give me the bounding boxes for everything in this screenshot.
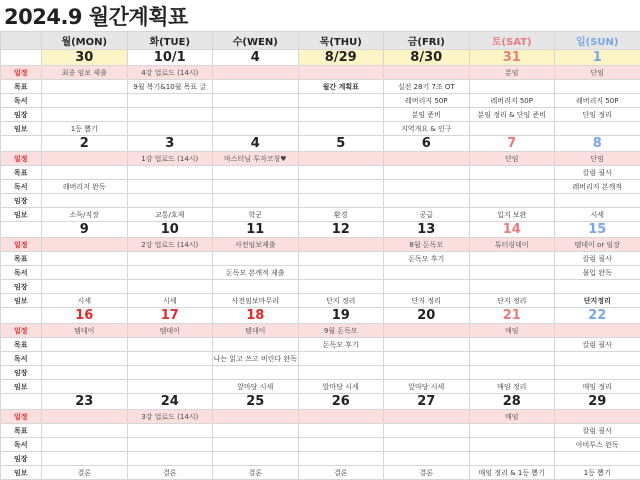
cell-goal[interactable]: 칼럼 필사 — [555, 338, 640, 352]
cell-schedule[interactable] — [555, 324, 640, 338]
cell-diary[interactable] — [213, 122, 299, 136]
cell-writing[interactable] — [213, 366, 299, 380]
week-4-date-row — [1, 308, 640, 324]
week-5-schedule-row — [1, 410, 640, 424]
week-1-report-row — [1, 122, 640, 136]
row-label-reading: 독서 — [1, 438, 42, 452]
cell-diary[interactable]: 결론 — [42, 466, 128, 480]
day-header-mon: 월(MON) — [42, 32, 128, 50]
date-number: 14 — [469, 222, 555, 238]
cell-writing[interactable] — [298, 280, 384, 294]
cell-diary[interactable]: 결론 — [127, 466, 213, 480]
row-label-writing: 임장 — [1, 452, 42, 466]
cell-goal[interactable] — [213, 166, 299, 180]
date-number: 8/29 — [298, 50, 384, 66]
week-1-goal-row — [1, 80, 640, 94]
cell-schedule[interactable]: 9월 돈독모 — [298, 324, 384, 338]
cell-reading[interactable] — [384, 266, 470, 280]
row-label-goal: 목표 — [1, 80, 42, 94]
cell-goal[interactable] — [42, 166, 128, 180]
date-number: 30 — [42, 50, 128, 66]
cell-schedule[interactable]: 최종 임보 제출 — [42, 66, 128, 80]
cell-schedule[interactable]: 2강 업로드 (14시) — [127, 238, 213, 252]
cell-diary[interactable] — [298, 122, 384, 136]
cell-goal[interactable]: 돈독모 후기 — [384, 252, 470, 266]
cell-diary[interactable]: 앞마당 시세 — [384, 380, 470, 394]
cell-schedule[interactable]: 사전임보제출 — [213, 238, 299, 252]
date-number: 4 — [213, 136, 299, 152]
cell-schedule[interactable]: 8월 돈독모 — [384, 238, 470, 252]
cell-reading[interactable] — [42, 266, 128, 280]
cell-schedule[interactable]: 1강 업로드 (14시) — [127, 152, 213, 166]
cell-goal[interactable] — [298, 166, 384, 180]
cell-reading[interactable] — [555, 352, 640, 366]
date-number: 26 — [298, 394, 384, 410]
cell-writing[interactable] — [469, 452, 555, 466]
row-label-reading: 독서 — [1, 94, 42, 108]
week-4-schedule-row — [1, 324, 640, 338]
week-2-date-row — [1, 136, 640, 152]
week-2-schedule-row — [1, 152, 640, 166]
row-label-schedule: 일정 — [1, 410, 42, 424]
cell-schedule[interactable]: 마스터님 투자코칭♥ — [213, 152, 299, 166]
date-number: 4 — [213, 50, 299, 66]
cell-reading[interactable] — [469, 438, 555, 452]
cell-diary[interactable]: 사전임보마무리 — [213, 294, 299, 308]
cell-diary[interactable]: 단지 정리 — [384, 294, 470, 308]
date-number: 29 — [555, 394, 640, 410]
date-number: 13 — [384, 222, 470, 238]
title-bar — [0, 0, 640, 31]
week-2-goal-row — [1, 166, 640, 180]
date-row-label — [1, 222, 42, 238]
cell-reading[interactable] — [42, 94, 128, 108]
cell-reading[interactable] — [127, 180, 213, 194]
cell-schedule[interactable] — [298, 152, 384, 166]
cell-goal[interactable]: 9월 복기&10월 목표 글 — [127, 80, 213, 94]
cell-schedule[interactable]: 튜터링데이 — [469, 238, 555, 252]
cell-writing[interactable] — [127, 280, 213, 294]
cell-writing[interactable] — [127, 452, 213, 466]
cell-reading[interactable] — [127, 352, 213, 366]
cell-writing[interactable] — [42, 108, 128, 122]
cell-schedule[interactable] — [42, 238, 128, 252]
cell-goal[interactable] — [42, 252, 128, 266]
cell-schedule[interactable]: 3강 업로드 (14시) — [127, 410, 213, 424]
row-label-goal: 목표 — [1, 338, 42, 352]
cell-diary[interactable]: 결론 — [298, 466, 384, 480]
cell-reading[interactable]: 아비투스 완독 — [555, 438, 640, 452]
cell-reading[interactable] — [127, 94, 213, 108]
cell-writing[interactable] — [127, 366, 213, 380]
row-label-writing: 임장 — [1, 108, 42, 122]
date-number: 31 — [469, 50, 555, 66]
week-1-field-trip-row — [1, 108, 640, 122]
cell-diary[interactable]: 시세 — [42, 294, 128, 308]
row-label-diary: 임보 — [1, 380, 42, 394]
cell-goal[interactable] — [42, 424, 128, 438]
cell-reading[interactable]: 물입 완독 — [555, 266, 640, 280]
cell-schedule[interactable]: 분임 — [469, 66, 555, 80]
cell-writing[interactable] — [298, 452, 384, 466]
day-header-row — [1, 32, 640, 50]
cell-goal[interactable]: 돈독모 후기 — [298, 338, 384, 352]
row-label-reading: 독서 — [1, 266, 42, 280]
cell-writing[interactable] — [298, 366, 384, 380]
cell-goal[interactable] — [127, 252, 213, 266]
cell-goal[interactable] — [298, 252, 384, 266]
cell-reading[interactable]: 나는 읽고 쓰고 버린다 완독 — [213, 352, 299, 366]
cell-diary[interactable]: 공급 — [384, 208, 470, 222]
week-3-report-row — [1, 294, 640, 308]
date-row-label — [1, 50, 42, 66]
cell-reading[interactable] — [469, 180, 555, 194]
cell-schedule[interactable] — [42, 410, 128, 424]
cell-reading[interactable] — [42, 438, 128, 452]
date-number: 7 — [469, 136, 555, 152]
date-number: 9 — [42, 222, 128, 238]
cell-diary[interactable]: 앞마당 시세 — [213, 380, 299, 394]
cell-writing[interactable] — [384, 194, 470, 208]
cell-reading[interactable] — [42, 352, 128, 366]
day-header-sat: 토(SAT) — [469, 32, 555, 50]
cell-writing[interactable] — [213, 280, 299, 294]
cell-reading[interactable] — [213, 94, 299, 108]
cell-reading[interactable] — [298, 180, 384, 194]
row-label-schedule: 일정 — [1, 238, 42, 252]
cell-schedule[interactable] — [213, 66, 299, 80]
week-4-goal-row — [1, 338, 640, 352]
cell-schedule[interactable]: 템데이 — [213, 324, 299, 338]
cell-goal[interactable] — [127, 424, 213, 438]
cell-diary[interactable]: 환경 — [298, 208, 384, 222]
week-1-reading-row — [1, 94, 640, 108]
row-label-writing: 임장 — [1, 366, 42, 380]
cell-reading[interactable] — [127, 438, 213, 452]
week-1-schedule-row — [1, 66, 640, 80]
cell-writing[interactable]: 분임 준비 — [384, 108, 470, 122]
day-header-sun: 일(SUN) — [555, 32, 640, 50]
cell-schedule[interactable] — [384, 410, 470, 424]
cell-writing[interactable] — [298, 194, 384, 208]
cell-writing[interactable] — [555, 452, 640, 466]
cell-reading[interactable] — [213, 438, 299, 452]
cell-writing[interactable] — [213, 194, 299, 208]
week-5-report-row — [1, 466, 640, 480]
row-label-goal: 목표 — [1, 252, 42, 266]
cell-goal[interactable] — [469, 424, 555, 438]
cell-goal[interactable]: 칼럼 필사 — [555, 166, 640, 180]
cell-schedule[interactable] — [384, 66, 470, 80]
date-number: 11 — [213, 222, 299, 238]
cell-schedule[interactable] — [555, 410, 640, 424]
cell-schedule[interactable] — [384, 152, 470, 166]
cell-reading[interactable]: 돈독모 본깨적 제출 — [213, 266, 299, 280]
cell-reading[interactable] — [384, 438, 470, 452]
cell-writing[interactable] — [555, 366, 640, 380]
cell-diary[interactable] — [555, 122, 640, 136]
cell-writing[interactable] — [298, 108, 384, 122]
row-label-schedule: 일정 — [1, 152, 42, 166]
cell-writing[interactable] — [213, 452, 299, 466]
row-label-diary: 임보 — [1, 466, 42, 480]
cell-goal[interactable] — [42, 338, 128, 352]
week-5-goal-row — [1, 424, 640, 438]
cell-goal[interactable] — [469, 252, 555, 266]
week-5-date-row — [1, 394, 640, 410]
date-number: 2 — [42, 136, 128, 152]
cell-writing[interactable] — [555, 194, 640, 208]
week-2-field-trip-row — [1, 194, 640, 208]
cell-schedule[interactable]: 매임 — [469, 324, 555, 338]
date-number: 16 — [42, 308, 128, 324]
date-row-label — [1, 394, 42, 410]
cell-goal[interactable] — [42, 80, 128, 94]
cell-writing[interactable]: 단임 정리 — [555, 108, 640, 122]
cell-writing[interactable] — [384, 452, 470, 466]
cell-reading[interactable]: 레버리지 50P — [384, 94, 470, 108]
cell-diary[interactable]: 단지 정리 — [298, 294, 384, 308]
week-5-reading-row — [1, 438, 640, 452]
cell-writing[interactable] — [469, 366, 555, 380]
week-3-field-trip-row — [1, 280, 640, 294]
cell-schedule[interactable]: 단임 — [555, 66, 640, 80]
day-header-thu: 목(THU) — [298, 32, 384, 50]
row-label-schedule: 일정 — [1, 66, 42, 80]
date-number: 15 — [555, 222, 640, 238]
cell-schedule[interactable]: 템데이 — [127, 324, 213, 338]
date-number: 17 — [127, 308, 213, 324]
row-label-goal: 목표 — [1, 166, 42, 180]
cell-writing[interactable] — [42, 452, 128, 466]
cell-diary[interactable]: 결론 — [384, 466, 470, 480]
cell-diary[interactable]: 매임 정리 & 1등 뽑기 — [469, 466, 555, 480]
cell-writing[interactable] — [469, 280, 555, 294]
date-number: 28 — [469, 394, 555, 410]
cell-schedule[interactable]: 템데이 — [42, 324, 128, 338]
date-number: 23 — [42, 394, 128, 410]
cell-diary[interactable]: 매임 정리 — [555, 380, 640, 394]
cell-goal[interactable] — [469, 166, 555, 180]
cell-schedule[interactable] — [42, 152, 128, 166]
date-number: 3 — [127, 136, 213, 152]
date-row-label — [1, 308, 42, 324]
date-number: 8 — [555, 136, 640, 152]
cell-reading[interactable] — [298, 266, 384, 280]
cell-reading[interactable]: 레버리지 본깨적 — [555, 180, 640, 194]
cell-diary[interactable]: 단지 정리 — [469, 294, 555, 308]
row-label-writing: 임장 — [1, 194, 42, 208]
cell-diary[interactable]: 1등 뽑기 — [555, 466, 640, 480]
cell-diary[interactable]: 교통/호재 — [127, 208, 213, 222]
week-2-report-row — [1, 208, 640, 222]
cell-diary[interactable]: 단지정리 — [555, 294, 640, 308]
row-label-diary: 임보 — [1, 208, 42, 222]
cell-writing[interactable]: 분임 정리 & 단임 준비 — [469, 108, 555, 122]
week-3-reading-row — [1, 266, 640, 280]
cell-goal[interactable] — [384, 424, 470, 438]
row-label-diary: 임보 — [1, 122, 42, 136]
week-3-goal-row — [1, 252, 640, 266]
date-number: 19 — [298, 308, 384, 324]
date-number: 25 — [213, 394, 299, 410]
day-header-fri: 금(FRI) — [384, 32, 470, 50]
cell-reading[interactable]: 레버리지 50P — [555, 94, 640, 108]
week-4-report-row — [1, 380, 640, 394]
day-header-tue: 화(TUE) — [127, 32, 213, 50]
date-number: 5 — [298, 136, 384, 152]
cell-reading[interactable]: 레버리지 완독 — [42, 180, 128, 194]
cell-diary[interactable]: 시세 — [555, 208, 640, 222]
date-number: 8/30 — [384, 50, 470, 66]
week-5-field-trip-row — [1, 452, 640, 466]
cell-schedule[interactable]: 4강 업로드 (14시) — [127, 66, 213, 80]
cell-writing[interactable] — [469, 194, 555, 208]
date-number: 20 — [384, 308, 470, 324]
cell-goal[interactable] — [213, 252, 299, 266]
cell-goal[interactable] — [213, 80, 299, 94]
cell-goal[interactable] — [384, 166, 470, 180]
cell-schedule[interactable]: 단임 — [469, 152, 555, 166]
cell-goal[interactable] — [213, 424, 299, 438]
cell-writing[interactable] — [127, 194, 213, 208]
cell-goal[interactable] — [213, 338, 299, 352]
date-row-label — [1, 136, 42, 152]
date-number: 18 — [213, 308, 299, 324]
page-title: 2024.9 월간계획표 — [4, 1, 188, 31]
cell-diary[interactable]: 앞마당 시세 — [298, 380, 384, 394]
cell-diary[interactable]: 결론 — [213, 466, 299, 480]
cell-diary[interactable]: 학군 — [213, 208, 299, 222]
date-number: 1 — [555, 50, 640, 66]
date-number: 24 — [127, 394, 213, 410]
week-3-date-row — [1, 222, 640, 238]
cell-writing[interactable] — [42, 280, 128, 294]
date-number: 10/1 — [127, 50, 213, 66]
cell-writing[interactable] — [555, 280, 640, 294]
cell-goal[interactable]: 칼럼 필사 — [555, 424, 640, 438]
cell-reading[interactable] — [384, 352, 470, 366]
cell-goal[interactable] — [384, 338, 470, 352]
cell-schedule[interactable] — [384, 324, 470, 338]
cell-diary[interactable]: 시세 — [127, 294, 213, 308]
date-number: 21 — [469, 308, 555, 324]
row-label-reading: 독서 — [1, 180, 42, 194]
cell-diary[interactable]: 매임 정리 — [469, 380, 555, 394]
cell-reading[interactable] — [213, 180, 299, 194]
cell-diary[interactable]: 1등 뽑기 — [42, 122, 128, 136]
week-4-reading-row — [1, 352, 640, 366]
cell-writing[interactable] — [384, 366, 470, 380]
cell-reading[interactable] — [127, 266, 213, 280]
cell-reading[interactable] — [298, 94, 384, 108]
day-header-wed: 수(WEN) — [213, 32, 299, 50]
row-label-diary: 임보 — [1, 294, 42, 308]
cell-schedule[interactable]: 템데이 or 임장 — [555, 238, 640, 252]
row-label-reading: 독서 — [1, 352, 42, 366]
cell-diary[interactable] — [127, 122, 213, 136]
row-label-writing: 임장 — [1, 280, 42, 294]
cell-diary[interactable]: 소득/직장 — [42, 208, 128, 222]
cell-reading[interactable] — [384, 180, 470, 194]
cell-reading[interactable] — [469, 352, 555, 366]
calendar-table — [0, 31, 640, 480]
cell-schedule[interactable] — [213, 410, 299, 424]
cell-goal[interactable] — [469, 338, 555, 352]
cell-writing[interactable] — [213, 108, 299, 122]
cell-schedule[interactable] — [298, 66, 384, 80]
row-label-goal: 목표 — [1, 424, 42, 438]
cell-goal[interactable]: 월간 계획표 — [298, 80, 384, 94]
cell-reading[interactable]: 레버리지 50P — [469, 94, 555, 108]
cell-diary[interactable]: 입지 보완 — [469, 208, 555, 222]
cell-writing[interactable] — [42, 194, 128, 208]
cell-schedule[interactable] — [298, 238, 384, 252]
cell-goal[interactable] — [298, 424, 384, 438]
cell-goal[interactable]: 실전 28기 7조 OT — [384, 80, 470, 94]
cell-goal[interactable] — [127, 166, 213, 180]
cell-diary[interactable] — [469, 122, 555, 136]
cell-writing[interactable] — [384, 280, 470, 294]
week-1-date-row — [1, 50, 640, 66]
cell-reading[interactable] — [298, 438, 384, 452]
cell-diary[interactable] — [42, 380, 128, 394]
date-number: 10 — [127, 222, 213, 238]
cell-diary[interactable]: 지역개요 & 인구 — [384, 122, 470, 136]
cell-writing[interactable] — [127, 108, 213, 122]
cell-goal[interactable]: 칼럼 필사 — [555, 252, 640, 266]
cell-schedule[interactable]: 매임 — [469, 410, 555, 424]
cell-goal[interactable] — [127, 338, 213, 352]
week-2-reading-row — [1, 180, 640, 194]
week-4-field-trip-row — [1, 366, 640, 380]
week-3-schedule-row — [1, 238, 640, 252]
corner-cell — [1, 32, 42, 50]
cell-diary[interactable] — [127, 380, 213, 394]
date-number: 22 — [555, 308, 640, 324]
cell-reading[interactable] — [298, 352, 384, 366]
row-label-schedule: 일정 — [1, 324, 42, 338]
date-number: 12 — [298, 222, 384, 238]
cell-reading[interactable] — [469, 266, 555, 280]
date-number: 6 — [384, 136, 470, 152]
cell-goal[interactable] — [555, 80, 640, 94]
cell-writing[interactable] — [42, 366, 128, 380]
cell-goal[interactable] — [469, 80, 555, 94]
cell-schedule[interactable]: 단임 — [555, 152, 640, 166]
date-number: 27 — [384, 394, 470, 410]
cell-schedule[interactable] — [298, 410, 384, 424]
